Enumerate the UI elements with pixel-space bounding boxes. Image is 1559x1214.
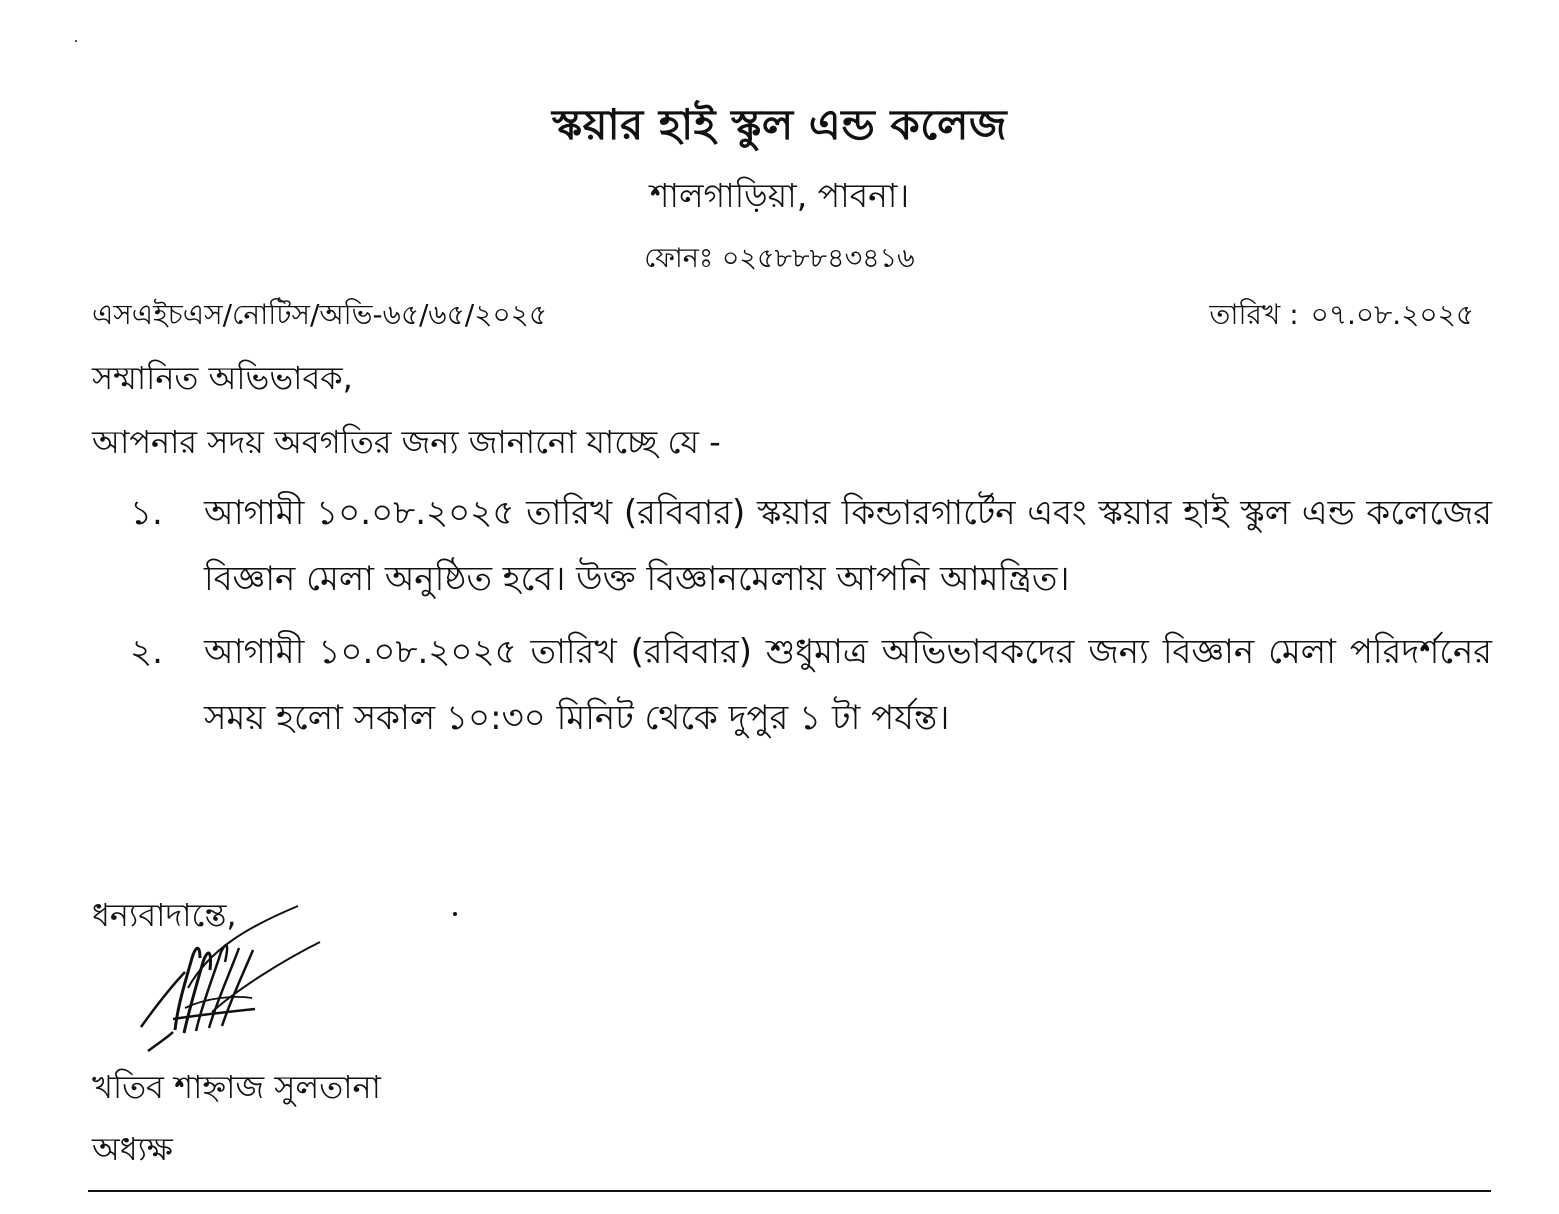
notice-item-2 [92,619,1492,751]
notice-number: ২. [130,632,163,672]
school-address: শালগাড়িয়া, পাবনা। [649,176,910,215]
signatory-name: খতিব শাহ্নাজ সুলতানা [92,1068,381,1106]
date-label: তারিখ : [1209,297,1299,331]
closing-greeting: ধন্যবাদান্তে, [92,896,237,934]
date-value: ০৭.০৮.২০২৫ [1310,297,1474,331]
notice-text: আগামী ১০.০৮.২০২৫ তারিখ (রবিবার) স্কয়ার কিন্ডারগার্টেন এবং স্কয়ার হাই স্কুল এন্ড কলেজের বিজ্ঞান মেলা অনুষ্ঠিত হবে। উক্ত বিজ্ঞানমেলায় আপনি আমন্ত্রিত। [204,493,1492,599]
notice-number: ১. [130,493,163,533]
intro-text: আপনার সদয় অবগতির জন্য জানানো যাচ্ছে যে - [92,423,721,461]
salutation: সম্মানিত অভিভাবক, [92,359,353,397]
reference-row [92,296,1474,336]
school-phone: ফোনঃ ০২৫৮৮৮৪৩৪১৬ [644,243,915,274]
ink-speck [75,40,77,42]
signatory-designation: অধ্যক্ষ [92,1130,173,1168]
notice-list [92,480,1492,758]
notice-date [1209,293,1474,340]
ink-speck [453,912,457,916]
reference-number: এসএইচএস/নোটিস/অভি-৬৫/৬৫/২০২৫ [92,297,548,331]
notice-text: আগামী ১০.০৮.২০২৫ তারিখ (রবিবার) শুধুমাত্র অভিভাবকদের জন্য বিজ্ঞান মেলা পরিদর্শনের সময় হলো সকাল ১০:৩০ মিনিট থেকে দুপুর ১ টা পর্যন্ত। [204,632,1492,738]
school-name: স্কয়ার হাই স্কুল এন্ড কলেজ [551,100,1008,149]
notice-item-1 [92,480,1492,612]
bottom-divider [88,1190,1491,1192]
handwritten-signature [130,900,350,1060]
